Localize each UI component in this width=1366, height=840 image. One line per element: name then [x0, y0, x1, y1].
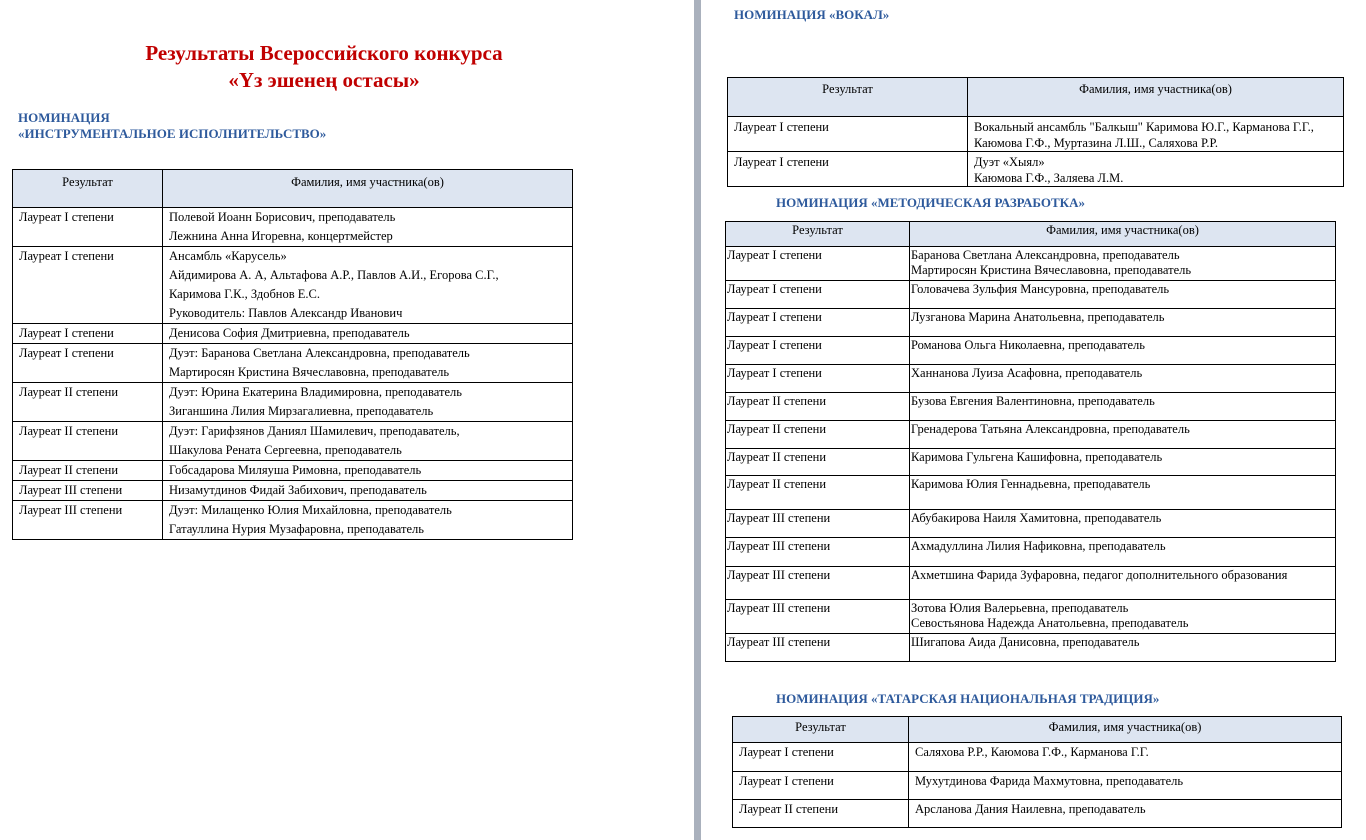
- participants-cell: [909, 772, 1342, 800]
- participant-line: Гренадерова Татьяна Александровна, преподаватель: [911, 422, 1190, 436]
- participant-line: Гатауллина Нурия Музафаровна, преподаватель: [169, 522, 424, 536]
- participant-line: Ансамбль «Карусель»: [169, 249, 287, 263]
- table-row: [726, 634, 1336, 662]
- participant-line: Дуэт: Баранова Светлана Александровна, преподаватель: [169, 346, 470, 360]
- table-row: [728, 152, 1344, 187]
- result-cell: Лауреат I степени: [726, 365, 910, 393]
- participants-cell: [910, 309, 1336, 337]
- participant-line: Ахмадуллина Лилия Нафиковна, преподаватель: [911, 539, 1166, 553]
- participant-line: Полевой Иоанн Борисович, преподаватель: [169, 210, 396, 224]
- result-cell: Лауреат II степени: [726, 449, 910, 476]
- result-cell: Лауреат I степени: [726, 247, 910, 281]
- participants-cell: [163, 208, 573, 247]
- table-row: [726, 309, 1336, 337]
- participants-cell: [910, 634, 1336, 662]
- table-row: [726, 281, 1336, 309]
- nomination-tatar-heading: НОМИНАЦИЯ «ТАТАРСКАЯ НАЦИОНАЛЬНАЯ ТРАДИЦИЯ»: [776, 691, 1160, 706]
- methodical-results-table: [725, 221, 1336, 662]
- participants-cell: [910, 510, 1336, 538]
- tatar-results-table: [732, 716, 1342, 828]
- participant-line: Головачева Зульфия Мансуровна, преподаватель: [911, 282, 1170, 296]
- participant-line: Каримова Гульгена Кашифовна, преподаватель: [911, 450, 1163, 464]
- participant-line: Каюмова Г.Ф., Заляева Л.М.: [974, 171, 1124, 185]
- result-cell: Лауреат I степени: [728, 152, 968, 187]
- participants-cell: [163, 461, 573, 481]
- participant-line: Вокальный ансамбль "Балкыш" Каримова Ю.Г., Карманова Г.Г., Каюмова Г.Ф., Муртазина Л.Ш., Саляхова Р.Р.: [974, 120, 1314, 150]
- participant-line: Дуэт «Хыял»: [974, 155, 1045, 169]
- result-cell: Лауреат II степени: [726, 476, 910, 510]
- participants-cell: [163, 344, 573, 383]
- participants-cell: [968, 152, 1344, 187]
- participants-cell: [910, 247, 1336, 281]
- participant-line: Гобсадарова Миляуша Римовна, преподаватель: [169, 463, 422, 477]
- result-cell: Лауреат II степени: [13, 422, 163, 461]
- document-title-line-2: «Үз эшенең остасы»: [228, 68, 420, 92]
- result-cell: Лауреат I степени: [726, 281, 910, 309]
- participant-line: Руководитель: Павлов Александр Иванович: [169, 306, 403, 320]
- participants-cell: [163, 324, 573, 344]
- column-header-names: Фамилия, имя участника(ов): [910, 222, 1336, 247]
- participant-line: Абубакирова Наиля Хамитовна, преподаватель: [911, 511, 1162, 525]
- participants-cell: [163, 481, 573, 501]
- table-row: [726, 510, 1336, 538]
- table-row: [733, 743, 1342, 772]
- participants-cell: [163, 247, 573, 324]
- result-cell: Лауреат I степени: [726, 337, 910, 365]
- column-header-names: Фамилия, имя участника(ов): [163, 170, 573, 208]
- page-gutter: [694, 0, 701, 840]
- participant-line: Низамутдинов Фидай Забихович, преподаватель: [169, 483, 427, 497]
- nomination-instrumental-heading: [18, 110, 326, 142]
- participant-line: Дуэт: Юрина Екатерина Владимировна, преподаватель: [169, 385, 462, 399]
- table-row: [726, 247, 1336, 281]
- participants-cell: [910, 421, 1336, 449]
- participant-line: Зотова Юлия Валерьевна, преподаватель: [911, 601, 1129, 615]
- participant-line: Шигапова Аида Данисовна, преподаватель: [911, 635, 1140, 649]
- result-cell: Лауреат III степени: [726, 567, 910, 600]
- participants-cell: [910, 600, 1336, 634]
- participant-line: Севостьянова Надежда Анатольевна, преподаватель: [911, 616, 1189, 630]
- participants-cell: [910, 476, 1336, 510]
- document-title: [60, 40, 588, 94]
- result-cell: Лауреат I степени: [726, 309, 910, 337]
- table-row: [726, 337, 1336, 365]
- instrumental-results-table: [12, 169, 573, 540]
- table-row: [726, 600, 1336, 634]
- participants-cell: [910, 449, 1336, 476]
- participant-line: Мартиросян Кристина Вячеславовна, преподаватель: [169, 365, 450, 379]
- table-row: [726, 567, 1336, 600]
- result-cell: Лауреат II степени: [733, 800, 909, 828]
- table-row: [13, 461, 573, 481]
- participant-line: Лузганова Марина Анатольевна, преподаватель: [911, 310, 1165, 324]
- participants-cell: [910, 337, 1336, 365]
- participant-line: Ахметшина Фарида Зуфаровна, педагог дополнительного образования: [911, 568, 1288, 582]
- table-row: [726, 476, 1336, 510]
- participant-line: Арсланова Дания Наилевна, преподаватель: [915, 802, 1146, 816]
- result-cell: Лауреат I степени: [13, 324, 163, 344]
- result-cell: Лауреат I степени: [13, 208, 163, 247]
- table-row: [13, 247, 573, 324]
- nomination-label: НОМИНАЦИЯ: [18, 110, 110, 125]
- result-cell: Лауреат II степени: [726, 421, 910, 449]
- result-cell: Лауреат I степени: [13, 247, 163, 324]
- document-title-line-1: Результаты Всероссийского конкурса: [145, 41, 503, 65]
- column-header-result: Результат: [728, 78, 968, 117]
- result-cell: Лауреат II степени: [726, 393, 910, 421]
- participant-line: Каримова Г.К., Здобнов Е.С.: [169, 287, 320, 301]
- table-row: [726, 365, 1336, 393]
- participants-cell: [163, 383, 573, 422]
- result-cell: Лауреат III степени: [726, 538, 910, 567]
- participant-line: Ханнанова Луиза Асафовна, преподаватель: [911, 366, 1143, 380]
- column-header-names: Фамилия, имя участника(ов): [968, 78, 1344, 117]
- table-row: [13, 208, 573, 247]
- participant-line: Шакулова Рената Сергеевна, преподаватель: [169, 443, 402, 457]
- result-cell: Лауреат II степени: [13, 383, 163, 422]
- table-row: [726, 449, 1336, 476]
- participant-line: Денисова София Дмитриевна, преподаватель: [169, 326, 410, 340]
- nomination-vocal-heading: НОМИНАЦИЯ «ВОКАЛ»: [734, 7, 890, 22]
- column-header-result: Результат: [733, 717, 909, 743]
- table-row: [733, 772, 1342, 800]
- table-row: [733, 800, 1342, 828]
- table-row: [13, 324, 573, 344]
- result-cell: Лауреат III степени: [13, 501, 163, 540]
- result-cell: Лауреат III степени: [726, 600, 910, 634]
- nomination-methodical-heading: НОМИНАЦИЯ «МЕТОДИЧЕСКАЯ РАЗРАБОТКА»: [776, 195, 1085, 210]
- participants-cell: [163, 422, 573, 461]
- table-row: [726, 421, 1336, 449]
- result-cell: Лауреат III степени: [726, 634, 910, 662]
- participants-cell: [910, 365, 1336, 393]
- result-cell: Лауреат III степени: [726, 510, 910, 538]
- table-row: [13, 422, 573, 461]
- participants-cell: [910, 567, 1336, 600]
- participant-line: Зиганшина Лилия Мирзагалиевна, преподаватель: [169, 404, 434, 418]
- table-row: [726, 538, 1336, 567]
- result-cell: Лауреат I степени: [733, 743, 909, 772]
- result-cell: Лауреат II степени: [13, 461, 163, 481]
- participant-line: Баранова Светлана Александровна, преподаватель: [911, 248, 1180, 262]
- participants-cell: [910, 281, 1336, 309]
- result-cell: Лауреат I степени: [733, 772, 909, 800]
- participant-line: Мартиросян Кристина Вячеславовна, преподаватель: [911, 263, 1192, 277]
- result-cell: Лауреат I степени: [13, 344, 163, 383]
- table-row: [728, 117, 1344, 152]
- participant-line: Саляхова Р.Р., Каюмова Г.Ф., Карманова Г.Г.: [915, 745, 1149, 759]
- table-row: [13, 383, 573, 422]
- table-row: [13, 501, 573, 540]
- column-header-result: Результат: [726, 222, 910, 247]
- participant-line: Лежнина Анна Игоревна, концертмейстер: [169, 229, 393, 243]
- nomination-title: «ИНСТРУМЕНТАЛЬНОЕ ИСПОЛНИТЕЛЬСТВО»: [18, 126, 327, 141]
- participant-line: Дуэт: Милащенко Юлия Михайловна, преподаватель: [169, 503, 452, 517]
- table-row: [13, 481, 573, 501]
- participants-cell: [968, 117, 1344, 152]
- vocal-results-table: [727, 77, 1344, 187]
- participants-cell: [163, 501, 573, 540]
- participant-line: Айдимирова А. А, Альтафова А.Р., Павлов А.И., Егорова С.Г.,: [169, 268, 499, 282]
- table-row: [13, 344, 573, 383]
- column-header-result: Результат: [13, 170, 163, 208]
- column-header-names: Фамилия, имя участника(ов): [909, 717, 1342, 743]
- participants-cell: [910, 393, 1336, 421]
- participant-line: Мухутдинова Фарида Махмутовна, преподаватель: [915, 774, 1184, 788]
- participant-line: Каримова Юлия Геннадьевна, преподаватель: [911, 477, 1151, 491]
- table-row: [726, 393, 1336, 421]
- participants-cell: [909, 743, 1342, 772]
- result-cell: Лауреат I степени: [728, 117, 968, 152]
- result-cell: Лауреат III степени: [13, 481, 163, 501]
- participants-cell: [910, 538, 1336, 567]
- participant-line: Романова Ольга Николаевна, преподаватель: [911, 338, 1145, 352]
- participants-cell: [909, 800, 1342, 828]
- participant-line: Бузова Евгения Валентиновна, преподаватель: [911, 394, 1155, 408]
- participant-line: Дуэт: Гарифзянов Даниял Шамилевич, преподаватель,: [169, 424, 460, 438]
